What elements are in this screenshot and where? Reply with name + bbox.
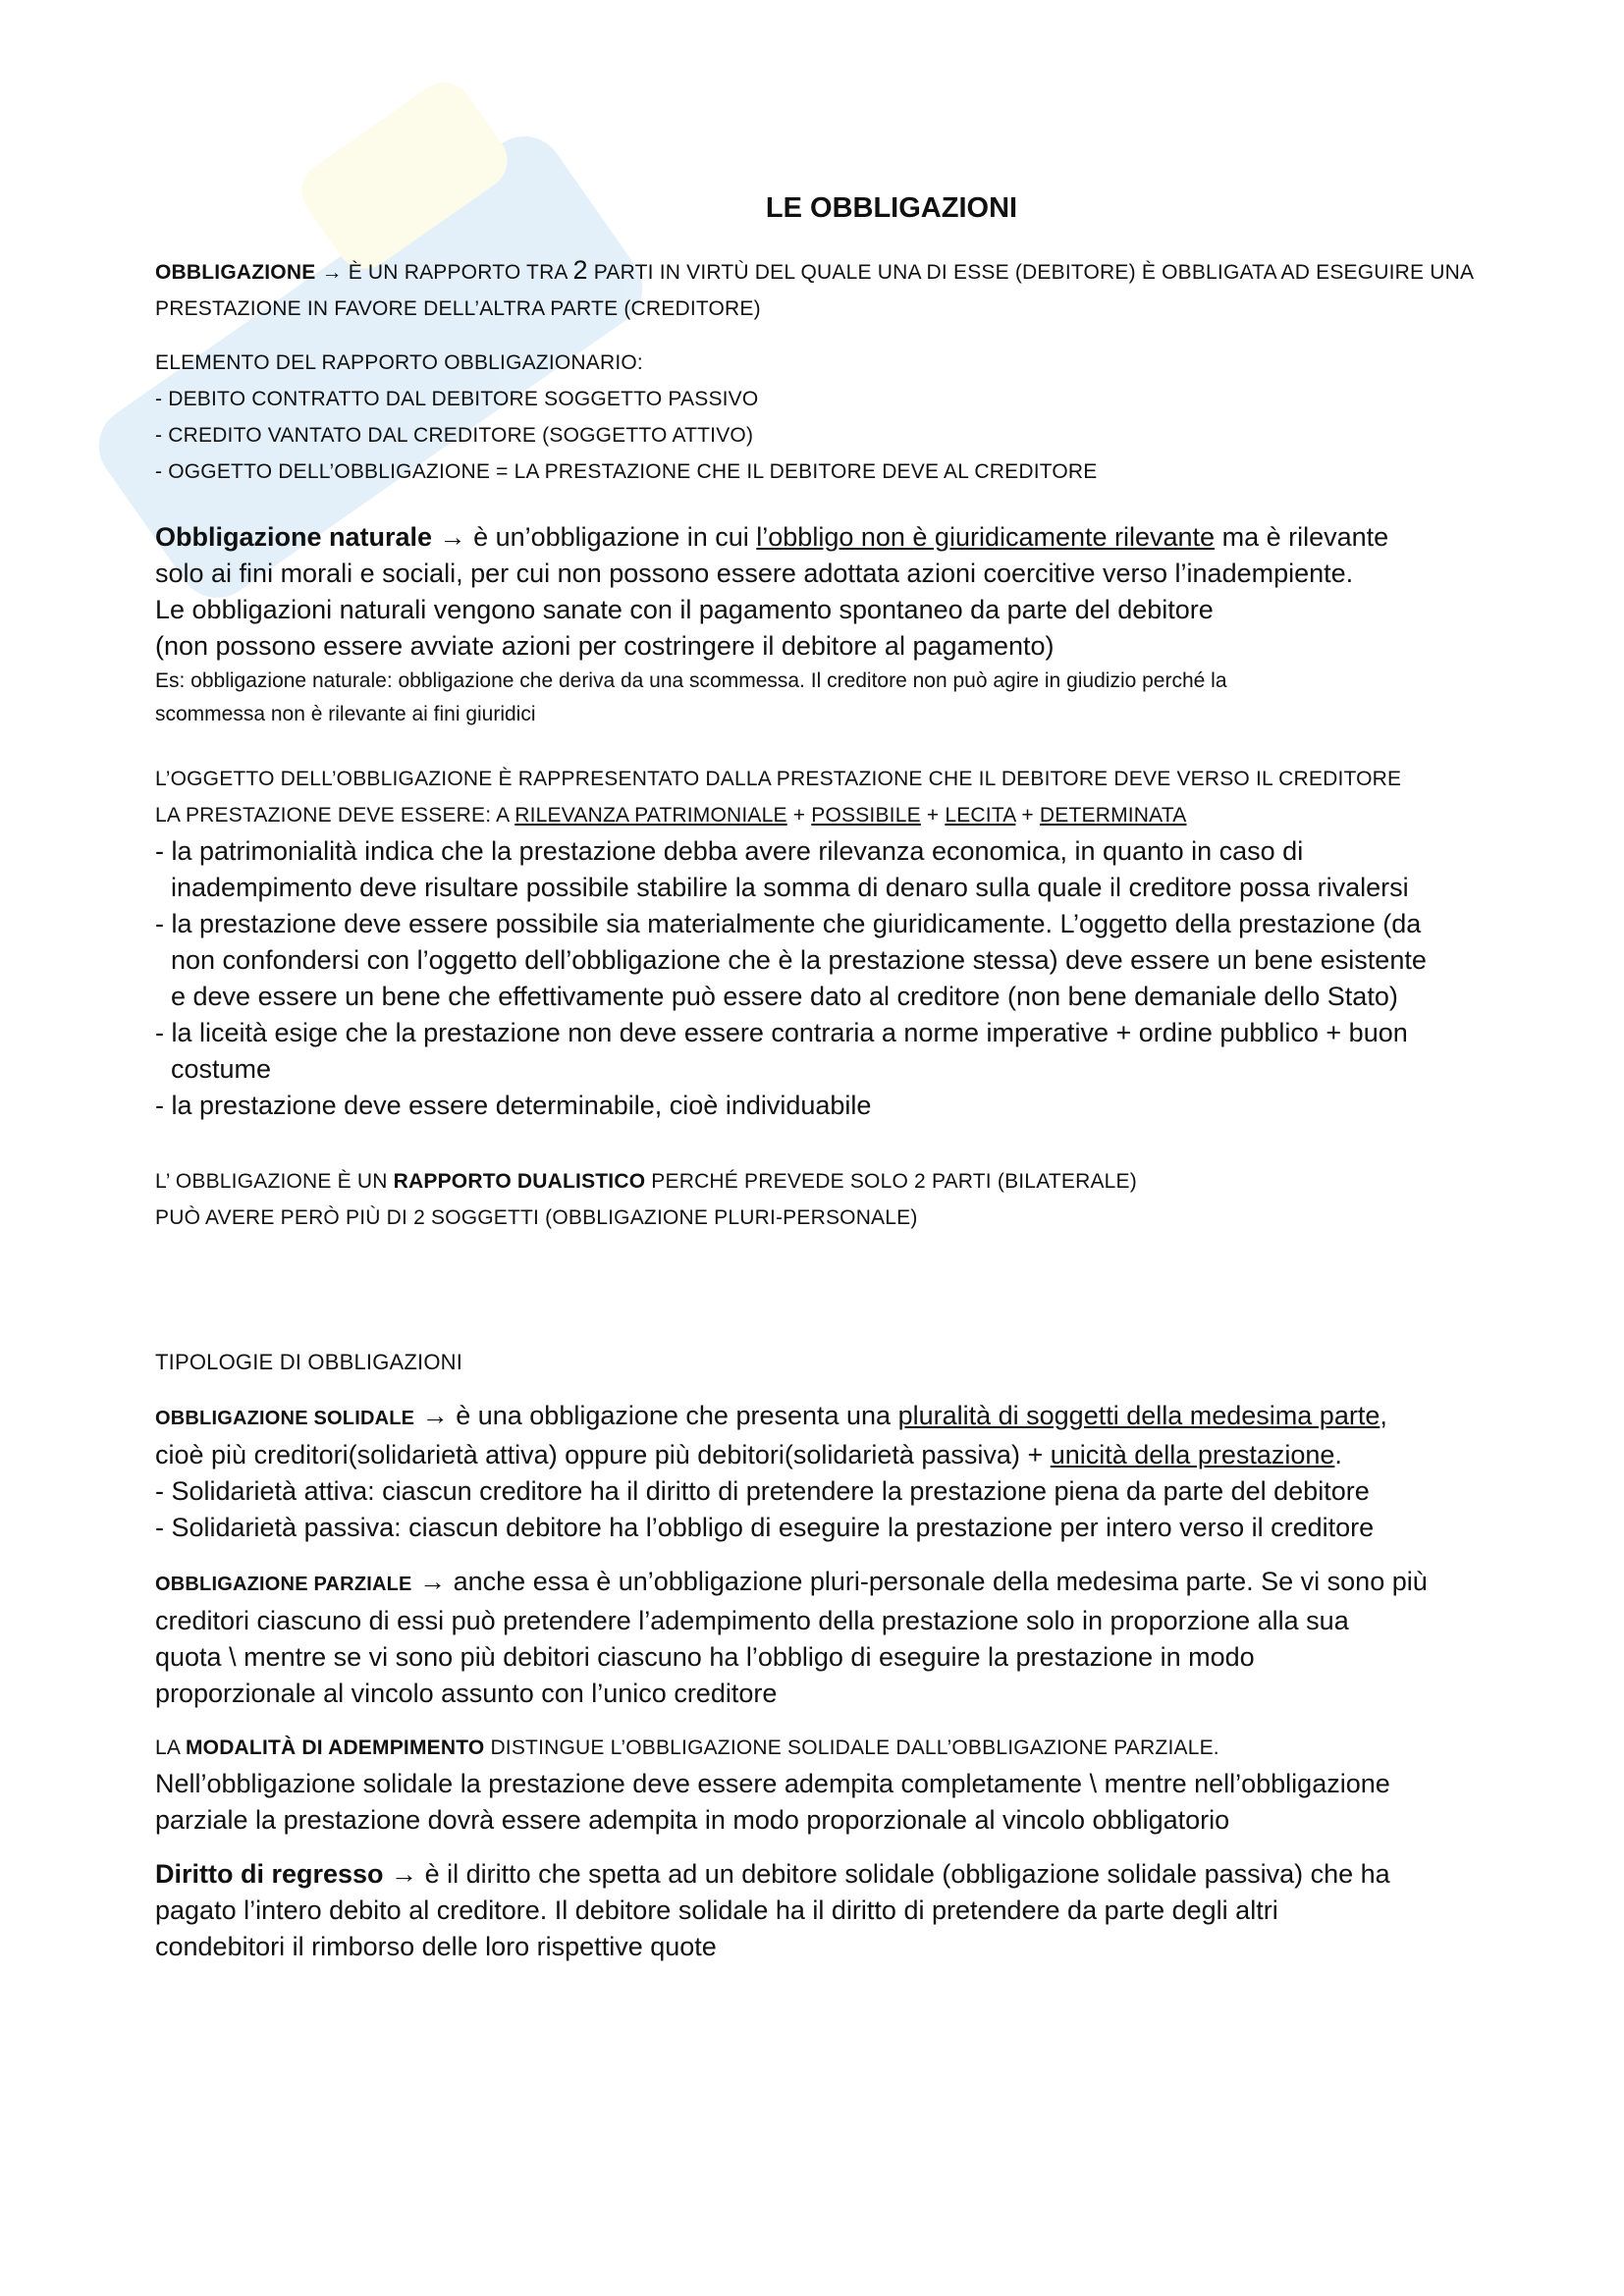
solidale-period: .	[1334, 1440, 1342, 1469]
definition-term: OBBLIGAZIONE	[155, 261, 316, 284]
object-line-1: L’OGGETTO DELL’OBBLIGAZIONE È RAPPRESENTATO DALLA PRESTAZIONE CHE IL DEBITORE DEVE VERSO IL CREDITORE	[155, 768, 1402, 790]
regresso-line-2: pagato l’intero debito al creditore. Il debitore solidale ha il diritto di pretendere da parte degli altri	[155, 1896, 1278, 1925]
solidale-block	[155, 1398, 1490, 1546]
parziale-line-3: quota \ mentre se vi sono più debitori ciascuno ha l’obbligo di eseguire la prestazione in modo	[155, 1642, 1255, 1672]
modalita-line-2: Nell’obbligazione solidale la prestazione deve essere adempita completamente \ mentre nell’obbligazione	[155, 1769, 1390, 1798]
parziale-term: OBBLIGAZIONE PARZIALE	[155, 1574, 412, 1595]
modalita-bold: MODALITÀ DI ADEMPIMENTO	[185, 1736, 485, 1759]
definition-text: È UN RAPPORTO TRA	[342, 261, 573, 284]
dualistic-text: L’ OBBLIGAZIONE È UN	[155, 1170, 394, 1193]
parziale-text: anche essa è un’obbligazione pluri-personale della medesima parte. Se vi sono più	[453, 1567, 1428, 1596]
bullet-line: - la liceità esige che la prestazione non deve essere contraria a norme imperative + ordine pubblico + buon	[155, 1018, 1408, 1047]
types-heading: TIPOLOGIE DI OBBLIGAZIONI	[155, 1350, 463, 1374]
regresso-text: è il diritto che spetta ad un debitore solidale (obbligazione solidale passiva) che ha	[424, 1859, 1390, 1889]
natural-line-3: Le obbligazioni naturali vengono sanate con il pagamento spontaneo da parte del debitore	[155, 595, 1214, 624]
object-bullets	[155, 833, 1490, 1124]
bullet-line: inadempimento deve risultare possibile stabilire la somma di denaro sulla quale il creditore possa rivalersi	[171, 873, 1409, 902]
dualistic-line-2: PUÒ AVERE PERÒ PIÙ DI 2 SOGGETTI (OBBLIGAZIONE PLURI-PERSONALE)	[155, 1206, 918, 1229]
parziale-block	[155, 1564, 1490, 1712]
regresso-line-3: condebitori il rimborso delle loro rispettive quote	[155, 1932, 717, 1961]
bullet-line: - la prestazione deve essere determinabile, cioè individuabile	[155, 1091, 872, 1120]
object-prefix: LA PRESTAZIONE DEVE ESSERE: A	[155, 804, 515, 827]
example-line-2: scommessa non è rilevante ai fini giuridici	[155, 703, 536, 725]
list-item: - OGGETTO DELL’OBBLIGAZIONE = LA PRESTAZIONE CHE IL DEBITORE DEVE AL CREDITORE	[155, 460, 1098, 483]
natural-underlined: l’obbligo non è giuridicamente rilevante	[756, 522, 1216, 552]
dualistic-text-cont: PERCHÉ PREVEDE SOLO 2 PARTI (BILATERALE)	[645, 1170, 1137, 1193]
solidale-underlined-1: pluralità di soggetti della medesima parte	[897, 1401, 1380, 1430]
natural-term: Obbligazione naturale	[155, 522, 433, 552]
dualistic-bold: RAPPORTO DUALISTICO	[393, 1170, 646, 1193]
natural-obligation-block	[155, 519, 1490, 665]
arrow-icon: →	[411, 1567, 454, 1596]
definition-block	[155, 252, 1490, 327]
requirement-possibile: POSSIBILE	[811, 804, 921, 827]
solidale-line-2: cioè più creditori(solidarietà attiva) oppure più debitori(solidarietà passiva) +	[155, 1440, 1051, 1469]
plus-sign: +	[920, 804, 946, 827]
natural-line-2: solo ai fini morali e sociali, per cui non possono essere adottata azioni coercitive verso l’inadempiente.	[155, 559, 1354, 588]
object-block	[155, 761, 1490, 833]
list-item: - CREDITO VANTATO DAL CREDITORE (SOGGETTO ATTIVO)	[155, 424, 754, 447]
modalita-block	[155, 1730, 1490, 1839]
page-title: LE OBBLIGAZIONI	[765, 192, 1018, 224]
parziale-line-4: proporzionale al vincolo assunto con l’unico creditore	[155, 1679, 778, 1708]
definition-line-2: PRESTAZIONE IN FAVORE DELL’ALTRA PARTE (CREDITORE)	[155, 297, 761, 320]
solidale-underlined-2: unicità della prestazione	[1050, 1440, 1335, 1469]
solidale-line-4: - Solidarietà passiva: ciascun debitore ha l’obbligo di eseguire la prestazione per intero verso il creditore	[155, 1513, 1375, 1542]
natural-text: è un’obbligazione in cui	[473, 522, 757, 552]
dualistic-block	[155, 1163, 1490, 1236]
arrow-icon: →	[414, 1401, 457, 1430]
regresso-term: Diritto di regresso	[155, 1859, 384, 1889]
requirement-lecita: LECITA	[945, 804, 1016, 827]
solidale-line-3: - Solidarietà attiva: ciascun creditore ha il diritto di pretendere la prestazione piena da parte del debitore	[155, 1476, 1370, 1506]
requirement-determinata: DETERMINATA	[1039, 804, 1187, 827]
bullet-line: e deve essere un bene che effettivamente può essere dato al creditore (non bene demaniale dello Stato)	[171, 982, 1398, 1011]
elements-heading: ELEMENTO DEL RAPPORTO OBBLIGAZIONARIO:	[155, 351, 643, 374]
natural-text-cont: ma è rilevante	[1215, 522, 1389, 552]
modalita-text: LA	[155, 1736, 186, 1759]
bullet-line: - la patrimonialità indica che la prestazione debba avere rilevanza economica, in quanto in caso di	[155, 836, 1304, 866]
elements-block	[155, 345, 1490, 490]
definition-text-cont: PARTI IN VIRTÙ DEL QUALE UNA DI ESSE (DEBITORE) È OBBLIGATA AD ESEGUIRE UNA	[587, 261, 1475, 284]
bullet-line: - la prestazione deve essere possibile sia materialmente che giuridicamente. L’oggetto della prestazione (da	[155, 909, 1422, 938]
plus-sign: +	[1015, 804, 1040, 827]
plus-sign: +	[786, 804, 812, 827]
natural-example	[155, 665, 1490, 731]
arrow-icon: →	[432, 522, 474, 552]
definition-number: 2	[572, 255, 588, 285]
solidale-term: OBBLIGAZIONE SOLIDALE	[155, 1408, 415, 1429]
arrow-icon: →	[321, 261, 343, 284]
requirement-patrimoniale: RILEVANZA PATRIMONIALE	[514, 804, 787, 827]
solidale-comma: ,	[1380, 1401, 1387, 1430]
example-line-1: Es: obbligazione naturale: obbligazione che deriva da una scommessa. Il creditore non può agire in giudizio perché la	[155, 669, 1227, 692]
parziale-line-2: creditori ciascuno di essi può pretendere l’adempimento della prestazione solo in proporzione alla sua	[155, 1606, 1349, 1635]
solidale-text: è una obbligazione che presenta una	[456, 1401, 898, 1430]
regresso-block	[155, 1856, 1490, 1965]
list-item: - DEBITO CONTRATTO DAL DEBITORE SOGGETTO PASSIVO	[155, 388, 759, 410]
modalita-line-3: parziale la prestazione dovrà essere adempita in modo proporzionale al vincolo obbligatorio	[155, 1805, 1230, 1835]
arrow-icon: →	[383, 1859, 425, 1889]
modalita-text-cont: DISTINGUE L’OBBLIGAZIONE SOLIDALE DALL’OBBLIGAZIONE PARZIALE.	[484, 1736, 1219, 1759]
bullet-line: non confondersi con l’oggetto dell’obbligazione che è la prestazione stessa) deve essere un bene esistente	[171, 945, 1427, 975]
bullet-line: costume	[171, 1054, 272, 1084]
natural-line-4: (non possono essere avviate azioni per costringere il debitore al pagamento)	[155, 631, 1055, 661]
document-page	[155, 192, 1490, 1965]
